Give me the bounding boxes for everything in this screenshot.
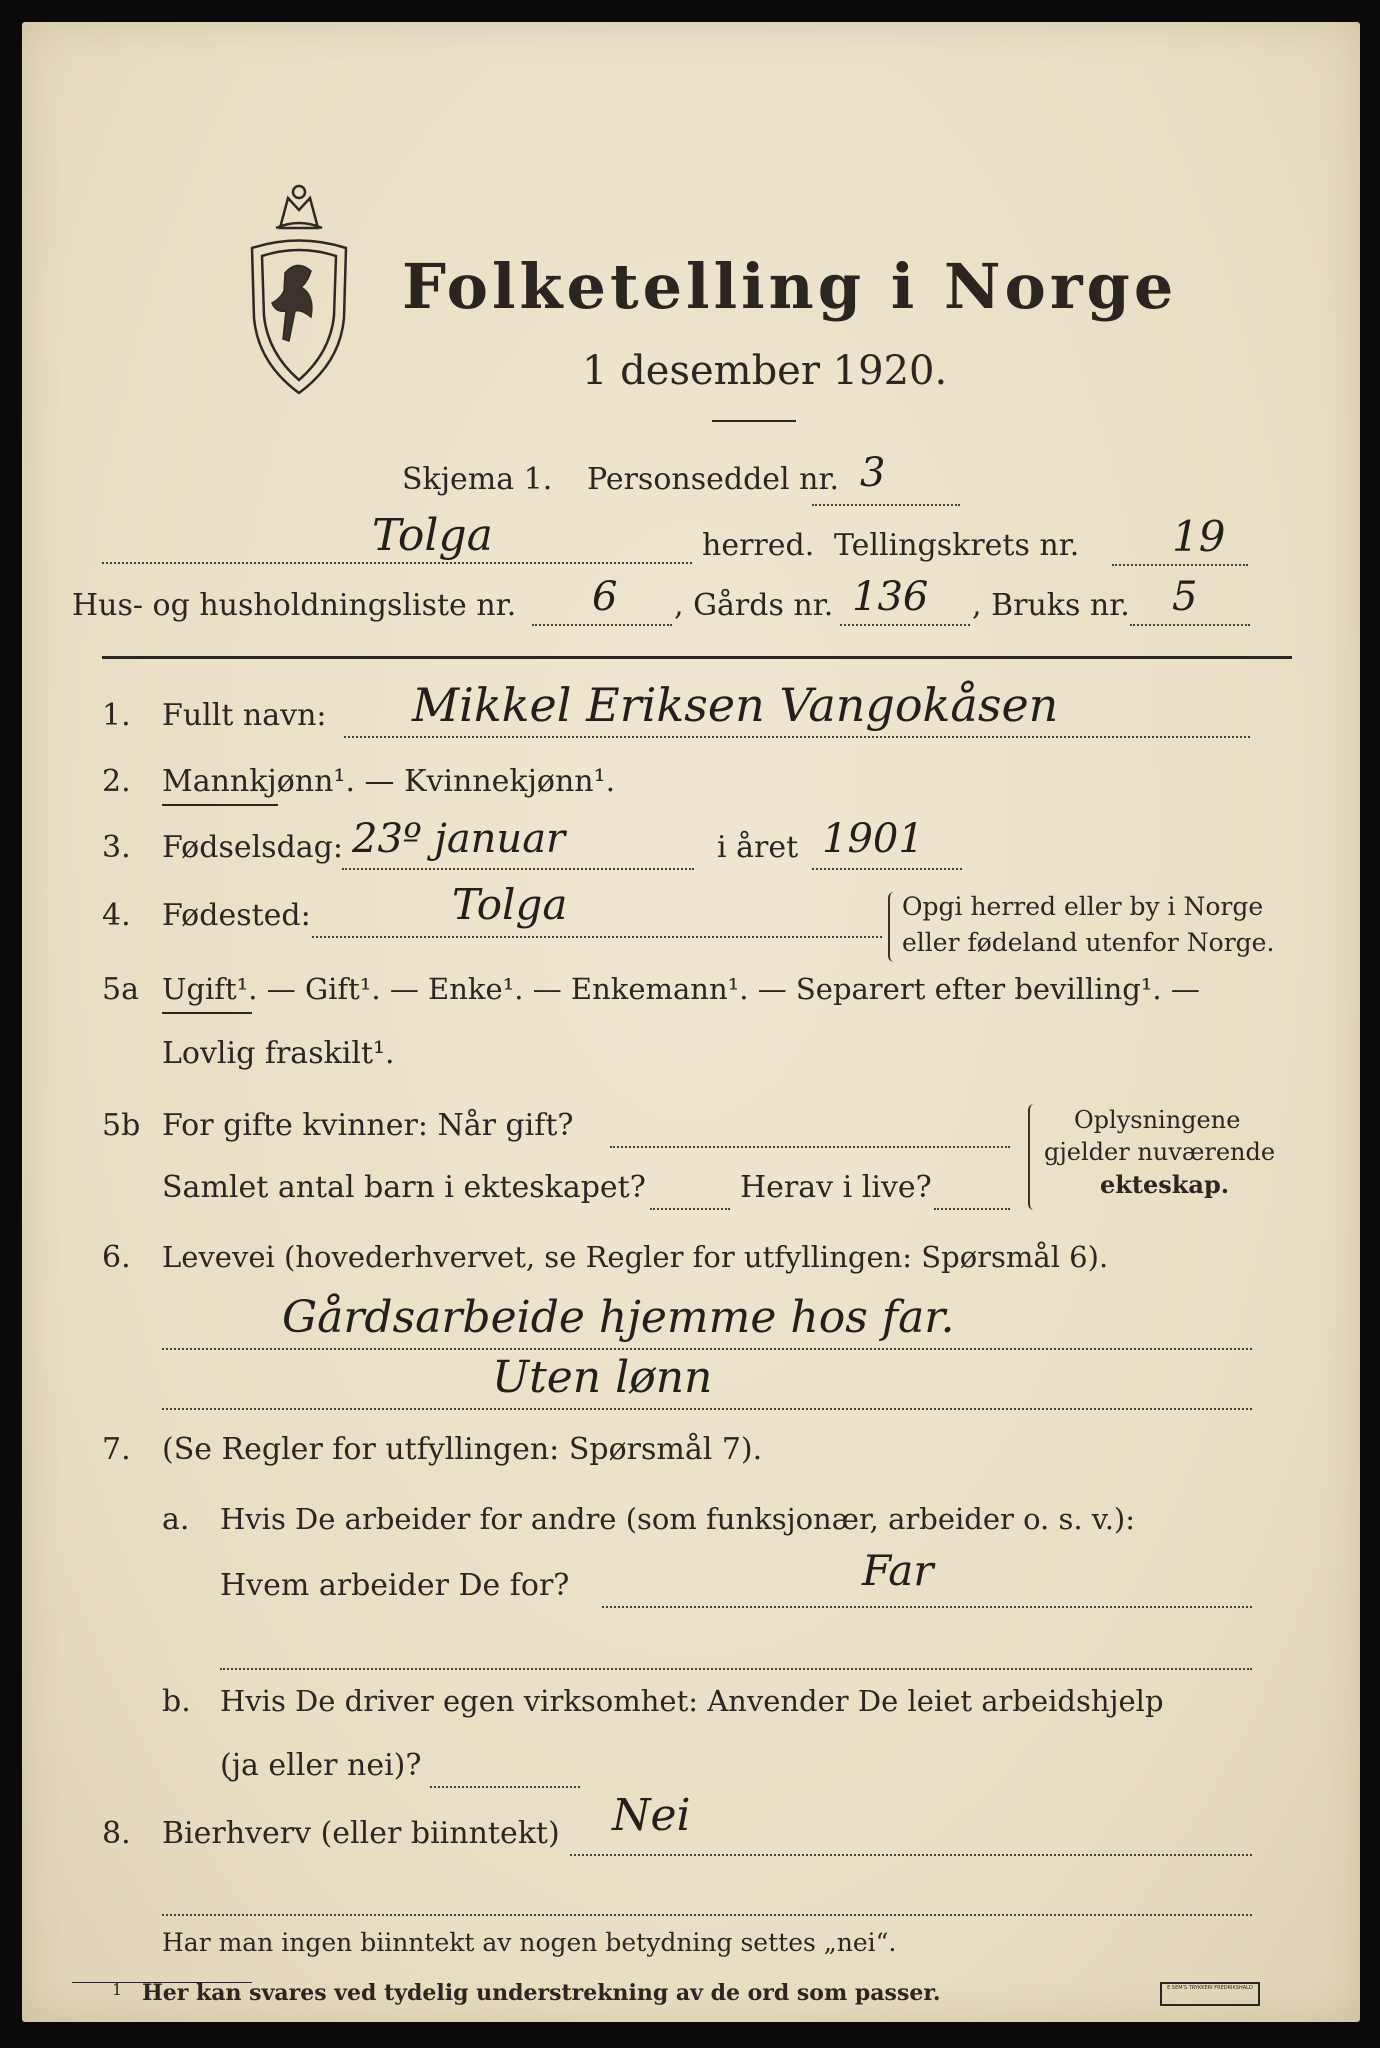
footnote-mark: 1 (112, 1980, 123, 1999)
census-form (22, 22, 1360, 2022)
q8-line (570, 1854, 1252, 1856)
q7a-number: a. (162, 1502, 190, 1537)
gards-value: 136 (852, 574, 929, 620)
q4-value: Tolga (452, 880, 568, 929)
q5b-note1: Oplysningene (1074, 1106, 1241, 1134)
q5a-number: 5a (102, 972, 139, 1007)
q7a-value: Far (862, 1546, 934, 1595)
herred-line (102, 562, 692, 564)
herred-label: herred. (702, 528, 815, 563)
q7b-line1: Hvis De driver egen virksomhet: Anvender De leiet arbeidshjelp (220, 1684, 1164, 1718)
q6-value1: Gårdsarbeide hjemme hos far. (282, 1292, 955, 1343)
q8-note: Har man ingen biinntekt av nogen betydning settes „nei“. (162, 1928, 897, 1957)
q7a-line (602, 1606, 1252, 1608)
footnote-text: Her kan svares ved tydelig understrekning av de ord som passer. (142, 1980, 941, 2006)
q4-line (312, 936, 882, 938)
hus-value: 6 (592, 574, 618, 620)
tellingskrets-value: 19 (1172, 512, 1226, 561)
q6-line2 (162, 1408, 1252, 1410)
tellingskrets-label: Tellingskrets nr. (834, 528, 1080, 563)
q4-brace (888, 892, 898, 962)
q5b-children-line (650, 1208, 730, 1210)
q6-number: 6. (102, 1240, 131, 1275)
q5a-underline (162, 1012, 252, 1014)
q5b-note2: gjelder nuværende (1044, 1138, 1276, 1166)
q2-label: Mannkjønn¹. — Kvinnekjønn¹. (162, 764, 616, 799)
q6-label: Levevei (hovederhvervet, se Regler for utfyllingen: Spørsmål 6). (162, 1240, 1109, 1274)
gards-line (840, 624, 970, 626)
skjema-label: Skjema 1. (402, 462, 553, 497)
q6-value2: Uten lønn (492, 1352, 713, 1403)
q3-year-value: 1901 (822, 816, 924, 862)
gards-label: , Gårds nr. (674, 588, 834, 623)
q7b-line (430, 1786, 580, 1788)
herred-value: Tolga (372, 510, 493, 561)
q1-label: Fullt navn: (162, 698, 327, 733)
q7-label: (Se Regler for utfyllingen: Spørsmål 7). (162, 1432, 763, 1467)
section-divider (102, 656, 1292, 659)
printer-stamp (1160, 1982, 1260, 2006)
q5a-line1: Ugift¹. — Gift¹. — Enke¹. — Enkemann¹. — Separert efter bevilling¹. — (162, 972, 1200, 1006)
form-title: Folketelling i Norge (402, 250, 1178, 323)
q5b-when-line (610, 1146, 1010, 1148)
q3-line (342, 868, 694, 870)
tellingskrets-line (1112, 564, 1248, 566)
coat-of-arms-icon (240, 178, 358, 398)
q7b-number: b. (162, 1684, 191, 1719)
personseddel-label: Personseddel nr. (587, 462, 840, 497)
q5b-line2b: Herav i live? (740, 1170, 932, 1205)
q2-number: 2. (102, 764, 131, 799)
q8-line-extra (162, 1914, 1252, 1916)
q8-label: Bierhverv (eller biinntekt) (162, 1816, 560, 1851)
q3-year-label: i året (717, 830, 799, 865)
q3-year-line (812, 868, 962, 870)
personseddel-value: 3 (860, 450, 886, 496)
q5b-line2a: Samlet antal barn i ekteskapet? (162, 1170, 646, 1205)
title-divider (712, 420, 796, 422)
q5a-line2: Lovlig fraskilt¹. (162, 1036, 395, 1071)
q4-note2: eller fødeland utenfor Norge. (902, 928, 1275, 957)
hus-line (532, 624, 672, 626)
census-date: 1 desember 1920. (582, 348, 948, 394)
q5b-brace (1028, 1104, 1038, 1210)
q3-value: 23º januar (352, 816, 566, 862)
q7b-line2: (ja eller nei)? (220, 1748, 422, 1783)
q7a-line1: Hvis De arbeider for andre (som funksjonær, arbeider o. s. v.): (220, 1502, 1136, 1536)
q6-line1 (162, 1348, 1252, 1350)
q5b-note3: ekteskap. (1100, 1170, 1230, 1199)
q1-number: 1. (102, 698, 131, 733)
q4-label: Fødested: (162, 898, 311, 933)
printer-stamp-text: E.SEM'S TRYKKERI FREDRIKSHALD (1167, 1985, 1253, 1991)
q5b-alive-line (934, 1208, 1010, 1210)
q1-value: Mikkel Eriksen Vangokåsen (412, 678, 1059, 732)
personseddel-line (812, 504, 960, 506)
q5b-number: 5b (102, 1108, 141, 1143)
q2-underline (162, 804, 278, 806)
q5b-line1: For gifte kvinner: Når gift? (162, 1108, 574, 1143)
q7-number: 7. (102, 1432, 131, 1467)
q7a-line-extra (220, 1668, 1252, 1670)
q4-number: 4. (102, 898, 131, 933)
q8-number: 8. (102, 1816, 131, 1851)
bruks-value: 5 (1172, 574, 1198, 620)
q3-number: 3. (102, 830, 131, 865)
bruks-label: , Bruks nr. (972, 588, 1130, 623)
bruks-line (1130, 624, 1250, 626)
q1-line (344, 736, 1250, 738)
q4-note1: Opgi herred eller by i Norge (902, 892, 1264, 921)
q8-value: Nei (612, 1790, 691, 1841)
hus-label: Hus- og husholdningsliste nr. (72, 588, 517, 623)
q7a-line2: Hvem arbeider De for? (220, 1568, 570, 1603)
q3-label: Fødselsdag: (162, 830, 343, 865)
